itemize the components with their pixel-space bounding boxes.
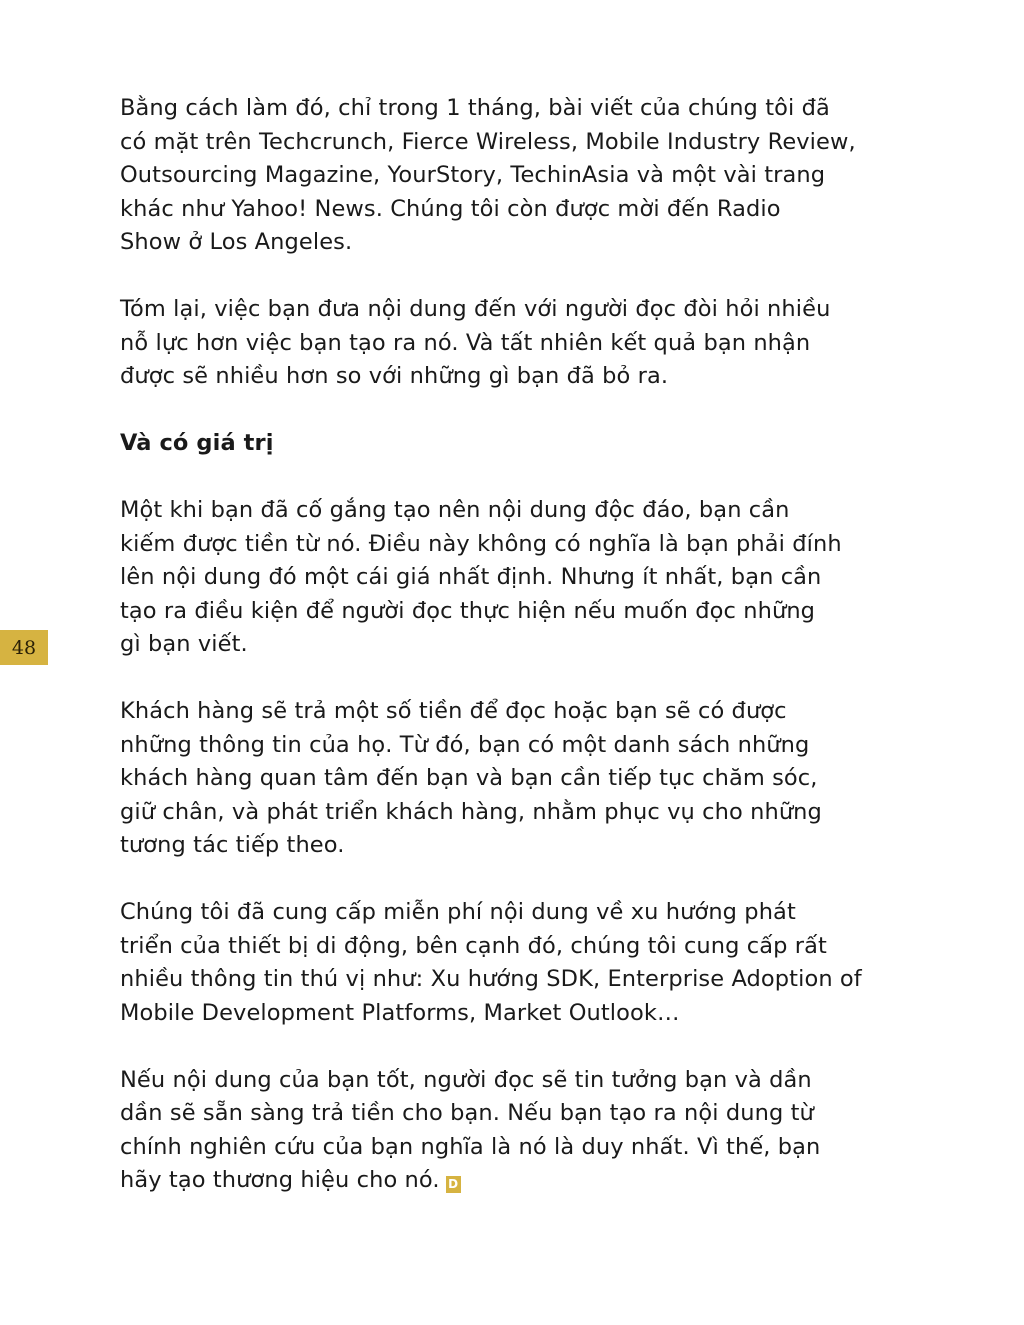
text-line: chính nghiên cứu của bạn nghĩa là nó là duy nhất. Vì thế, bạn [120,1133,821,1160]
text-line: Tóm lại, việc bạn đưa nội dung đến với người đọc đòi hỏi nhiều [120,296,831,322]
paragraph-gap [120,662,920,696]
text-line [120,1164,920,1198]
paragraph-gap [120,260,920,294]
paragraph-4 [120,695,920,863]
text-line: giữ chân, và phát triển khách hàng, nhằm phục vụ cho những [120,798,822,825]
text-line: Outsourcing Magazine, YourStory, TechinAsia và một vài trang [120,162,826,188]
text-line: Nếu nội dung của bạn tốt, người đọc sẽ tin tưởng bạn và dần [120,1066,812,1093]
paragraph-1 [120,92,920,260]
page-number-tab [0,630,48,665]
text-line: Một khi bạn đã cố gắng tạo nên nội dung độc đáo, bạn cần [120,497,790,523]
text-line: gì bạn viết. [120,631,248,657]
text-line: kiếm được tiền từ nó. Điều này không có nghĩa là bạn phải đính [120,530,842,557]
page-number: 48 [11,636,37,659]
text-line: khách hàng quan tâm đến bạn và bạn cần tiếp tục chăm sóc, [120,765,818,791]
page-body [120,92,920,1198]
text-line: có mặt trên Techcrunch, Fierce Wireless, Mobile Industry Review, [120,128,856,155]
text-line: Bằng cách làm đó, chỉ trong 1 tháng, bài viết của chúng tôi đã [120,95,830,121]
text-line: tương tác tiếp theo. [120,832,345,858]
end-of-article-mark-icon: D [446,1176,461,1193]
paragraph-gap [120,394,920,428]
text-line: Mobile Development Platforms, Market Outlook… [120,999,680,1026]
text-line: nhiều thông tin thú vị như: Xu hướng SDK, Enterprise Adoption of [120,966,862,992]
text-line: Show ở Los Angeles. [120,229,353,255]
text-line: Khách hàng sẽ trả một số tiền để đọc hoặc bạn sẽ có được [120,698,787,724]
paragraph-gap [120,461,920,495]
paragraph-3 [120,494,920,662]
paragraph-gap [120,1030,920,1064]
text-line: nỗ lực hơn việc bạn tạo ra nó. Và tất nhiên kết quả bạn nhận [120,329,811,356]
text-line: lên nội dung đó một cái giá nhất định. Nhưng ít nhất, bạn cần [120,564,822,590]
text-line: tạo ra điều kiện để người đọc thực hiện nếu muốn đọc những [120,597,816,624]
paragraph-5 [120,896,920,1030]
text-line: được sẽ nhiều hơn so với những gì bạn đã bỏ ra. [120,363,669,389]
paragraph-6 [120,1064,920,1198]
text-line: những thông tin của họ. Từ đó, bạn có một danh sách những [120,731,810,758]
section-heading: Và có giá trị [120,430,274,456]
text-line: Chúng tôi đã cung cấp miễn phí nội dung về xu hướng phát [120,899,796,925]
paragraph-2 [120,293,920,394]
text-line: triển của thiết bị di động, bên cạnh đó, chúng tôi cung cấp rất [120,932,827,959]
paragraph-gap [120,863,920,897]
text-line: dần sẽ sẵn sàng trả tiền cho bạn. Nếu bạn tạo ra nội dung từ [120,1100,814,1126]
last-line-text: hãy tạo thương hiệu cho nó. [120,1167,440,1193]
text-line: khác như Yahoo! News. Chúng tôi còn được mời đến Radio [120,195,781,222]
